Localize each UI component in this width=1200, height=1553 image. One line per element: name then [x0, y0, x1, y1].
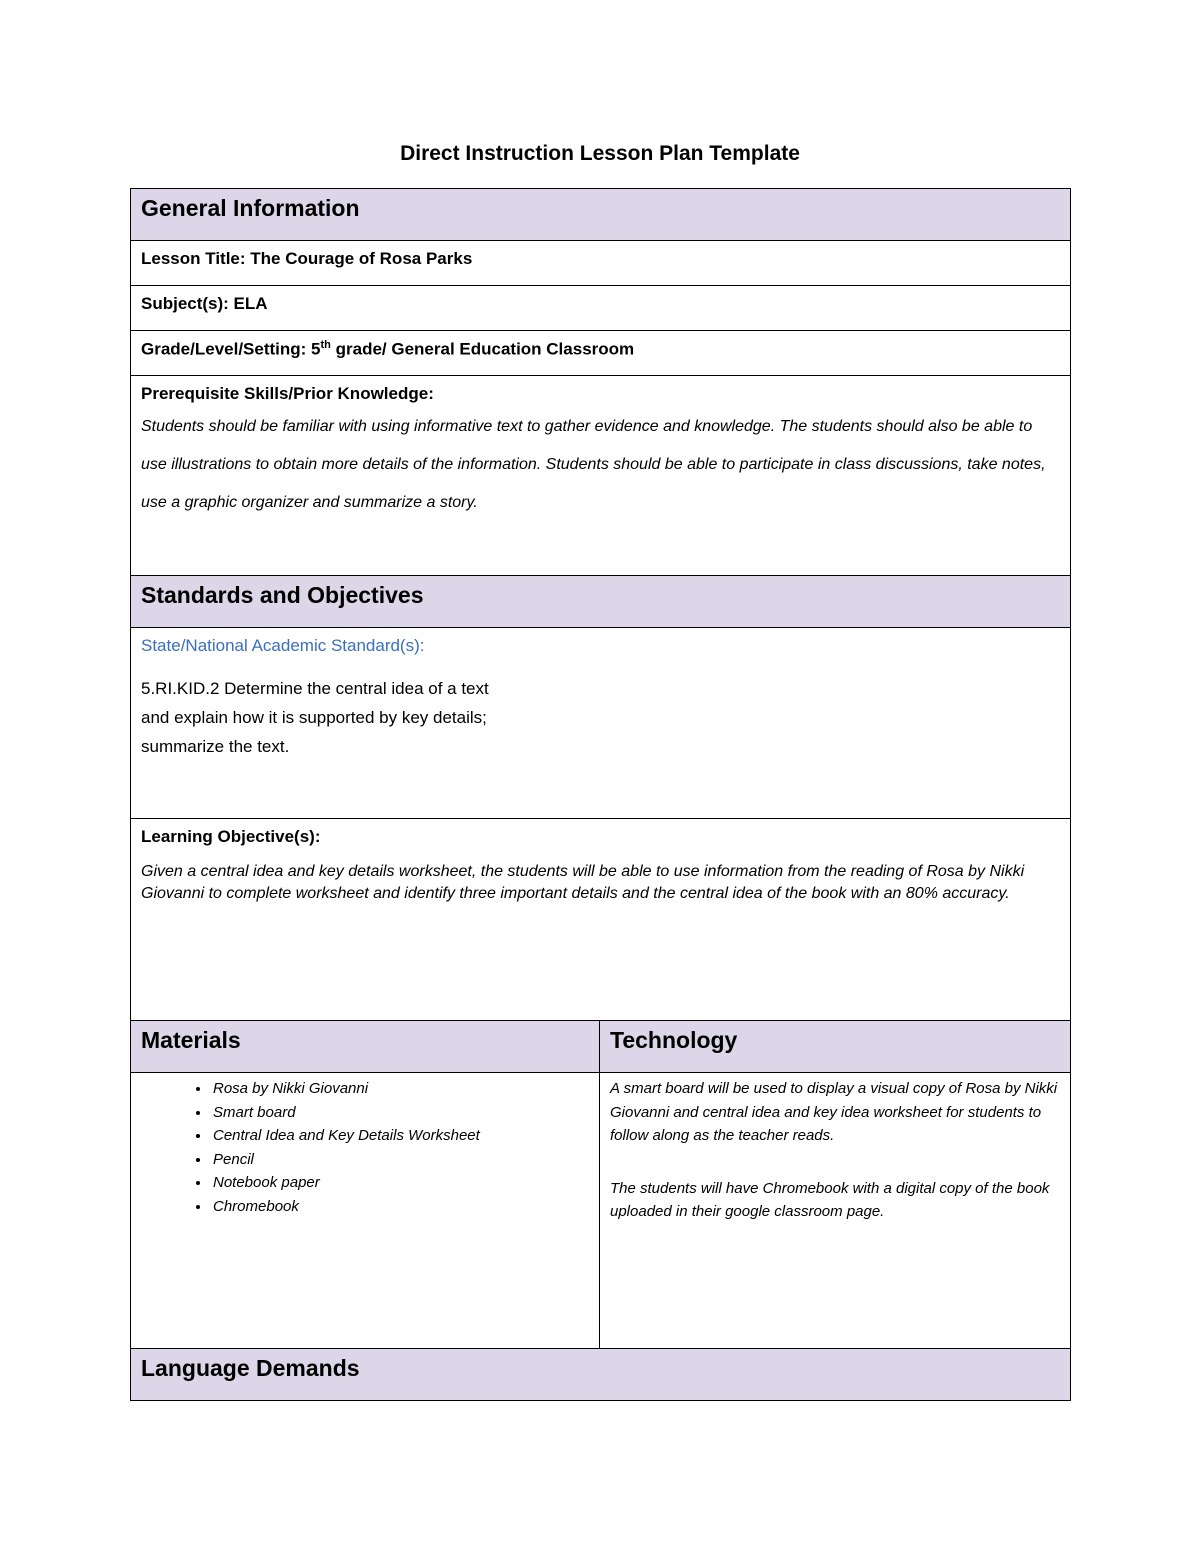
learning-objectives-cell: [131, 819, 1071, 1021]
standards-objectives-header: Standards and Objectives: [131, 576, 1071, 628]
lesson-title-row: Lesson Title: The Courage of Rosa Parks: [131, 241, 1071, 286]
materials-header: Materials: [131, 1021, 600, 1073]
technology-paragraph-2: The students will have Chromebook with a digital copy of the book uploaded in their google classroom page.: [610, 1179, 1050, 1220]
lesson-plan-table: [130, 188, 1071, 1401]
list-item: • Notebook paper: [211, 1171, 589, 1195]
subjects-row: Subject(s): ELA: [131, 286, 1071, 331]
prerequisite-skills-cell: [131, 376, 1071, 576]
grade-prefix: Grade/Level/Setting: 5: [141, 339, 321, 359]
objective-label: Learning Objective(s):: [141, 827, 321, 846]
technology-header: Technology: [600, 1021, 1071, 1073]
list-item: • Chromebook: [211, 1195, 589, 1219]
page-title: Direct Instruction Lesson Plan Template: [400, 142, 800, 165]
technology-cell: [600, 1073, 1071, 1349]
standard-label: State/National Academic Standard(s):: [141, 636, 425, 655]
standard-text: [141, 674, 1060, 761]
list-item: • Pencil: [211, 1148, 589, 1172]
list-item: • Central Idea and Key Details Worksheet: [211, 1124, 589, 1148]
standard-line: 5.RI.KID.2 Determine the central idea of a text: [141, 679, 489, 698]
materials-list: [141, 1077, 589, 1218]
standard-line: summarize the text.: [141, 737, 290, 756]
grade-suffix: grade/ General Education Classroom: [330, 339, 635, 359]
objective-text: Given a central idea and key details worksheet, the students will be able to use information from the reading of Rosa by Nikki Giovanni to complete worksheet and identify three important details and the central idea of the book with an 80% accuracy.: [141, 863, 1025, 902]
list-item: • Rosa by Nikki Giovanni: [211, 1077, 589, 1101]
academic-standards-cell: [131, 628, 1071, 819]
technology-paragraph-1: A smart board will be used to display a visual copy of Rosa by Nikki Giovanni and central idea and key idea worksheet for students to follow along as the teacher reads.: [610, 1080, 1058, 1144]
grade-superscript: th: [320, 339, 331, 351]
language-demands-header: Language Demands: [131, 1349, 1071, 1401]
general-information-header: General Information: [131, 189, 1071, 241]
grade-level-row: [131, 331, 1071, 376]
prerequisite-text: Students should be familiar with using informative text to gather evidence and knowledge. The students should also be able to use illustrations to obtain more details of the information. Students should be able to participate in class discussions, take notes, use a graphic organizer and summarize a story.: [141, 418, 1046, 511]
list-item: • Smart board: [211, 1101, 589, 1125]
materials-cell: [131, 1073, 600, 1349]
prerequisite-label: Prerequisite Skills/Prior Knowledge:: [141, 384, 434, 403]
standard-line: and explain how it is supported by key details;: [141, 708, 487, 727]
